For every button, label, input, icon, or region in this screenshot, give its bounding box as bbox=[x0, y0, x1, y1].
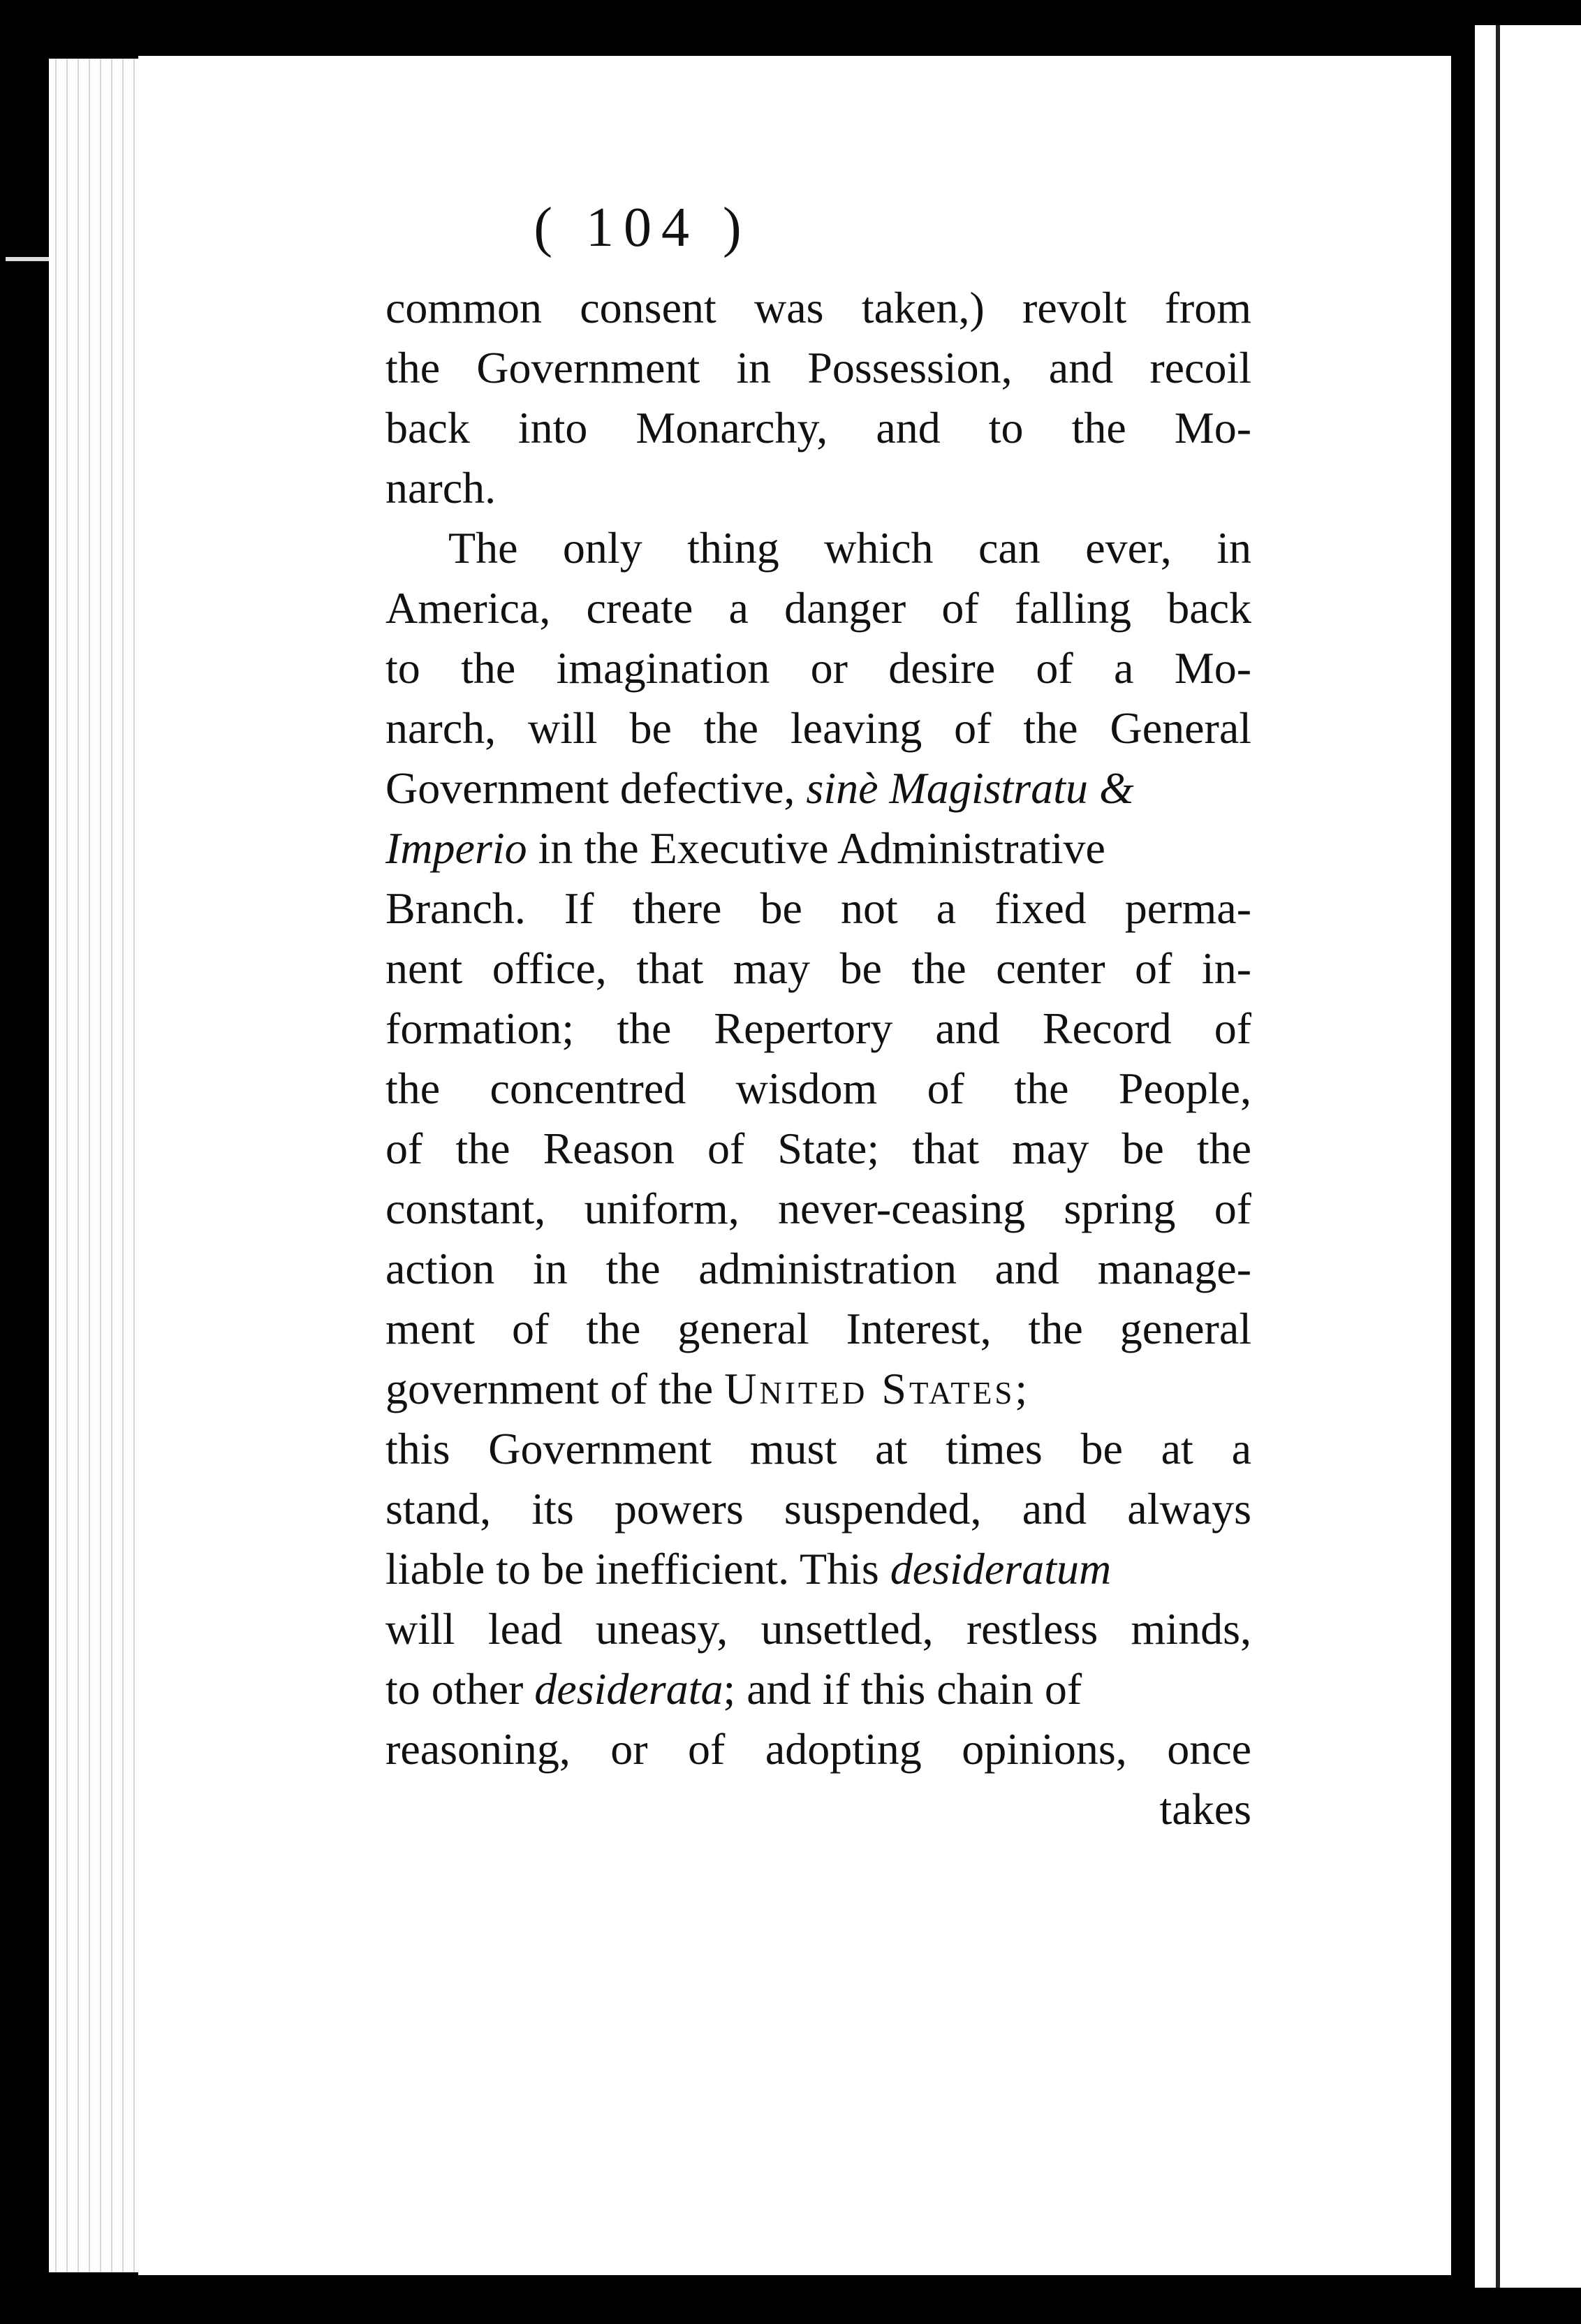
text-line: America, create a danger of falling back bbox=[385, 583, 1251, 633]
text-line: stand, its powers suspended, and always bbox=[385, 1484, 1251, 1534]
text-line: narch, will be the leaving of the General bbox=[385, 703, 1251, 753]
italic-phrase: Imperio bbox=[385, 823, 527, 873]
italic-phrase: desiderata bbox=[534, 1664, 723, 1714]
text-line: nent office, that may be the center of in- bbox=[385, 943, 1251, 993]
gutter-shadow bbox=[1451, 32, 1475, 2295]
next-page-sliver bbox=[1475, 25, 1581, 2288]
italic-phrase: sinè Magistratu & bbox=[806, 763, 1134, 813]
scan-margin-mark bbox=[6, 257, 49, 261]
text-line: common consent was taken,) revolt from bbox=[385, 283, 1251, 332]
text-line: The only thing which can ever, in bbox=[448, 523, 1251, 573]
text-line: constant, uniform, never-ceasing spring of bbox=[385, 1184, 1251, 1233]
text-line bbox=[385, 818, 1251, 878]
next-page-edge bbox=[1496, 25, 1500, 2288]
text-segment: ; and if this chain of bbox=[723, 1664, 1082, 1714]
text-line bbox=[385, 758, 1251, 818]
text-line: Branch. If there be not a fixed perma- bbox=[385, 883, 1251, 933]
page-body bbox=[385, 278, 1251, 1839]
text-segment: ; bbox=[1015, 1364, 1028, 1413]
text-line: will lead uneasy, unsettled, restless minds, bbox=[385, 1604, 1251, 1654]
text-line: the concentred wisdom of the People, bbox=[385, 1064, 1251, 1113]
text-line: this Government must at times be at a bbox=[385, 1424, 1251, 1473]
text-segment: to other bbox=[385, 1664, 535, 1714]
text-line: to the imagination or desire of a Mo- bbox=[385, 643, 1251, 693]
page-edges bbox=[49, 59, 140, 2272]
small-caps-phrase: United States bbox=[724, 1364, 1015, 1413]
text-line: narch. bbox=[385, 463, 497, 513]
page-number: ( 104 ) bbox=[534, 197, 751, 258]
text-segment: in the Executive Administrative bbox=[527, 823, 1105, 873]
text-line bbox=[385, 1659, 1251, 1719]
text-line bbox=[385, 1359, 1251, 1419]
text-segment: liable to be inefficient. This bbox=[385, 1544, 890, 1594]
text-segment: Government defective, bbox=[385, 763, 807, 813]
text-line bbox=[385, 1539, 1251, 1599]
text-line: ment of the general Interest, the general bbox=[385, 1304, 1251, 1353]
text-line: reasoning, or of adopting opinions, once bbox=[385, 1724, 1251, 1774]
text-line: back into Monarchy, and to the Mo- bbox=[385, 403, 1251, 453]
italic-phrase: desideratum bbox=[890, 1544, 1112, 1594]
text-line: action in the administration and manage- bbox=[385, 1244, 1251, 1293]
catchword: takes bbox=[1159, 1784, 1251, 1834]
text-line: the Government in Possession, and recoil bbox=[385, 343, 1251, 392]
text-line: formation; the Repertory and Record of bbox=[385, 1003, 1251, 1053]
text-segment: government of the bbox=[385, 1364, 725, 1413]
text-line: of the Reason of State; that may be the bbox=[385, 1124, 1251, 1173]
